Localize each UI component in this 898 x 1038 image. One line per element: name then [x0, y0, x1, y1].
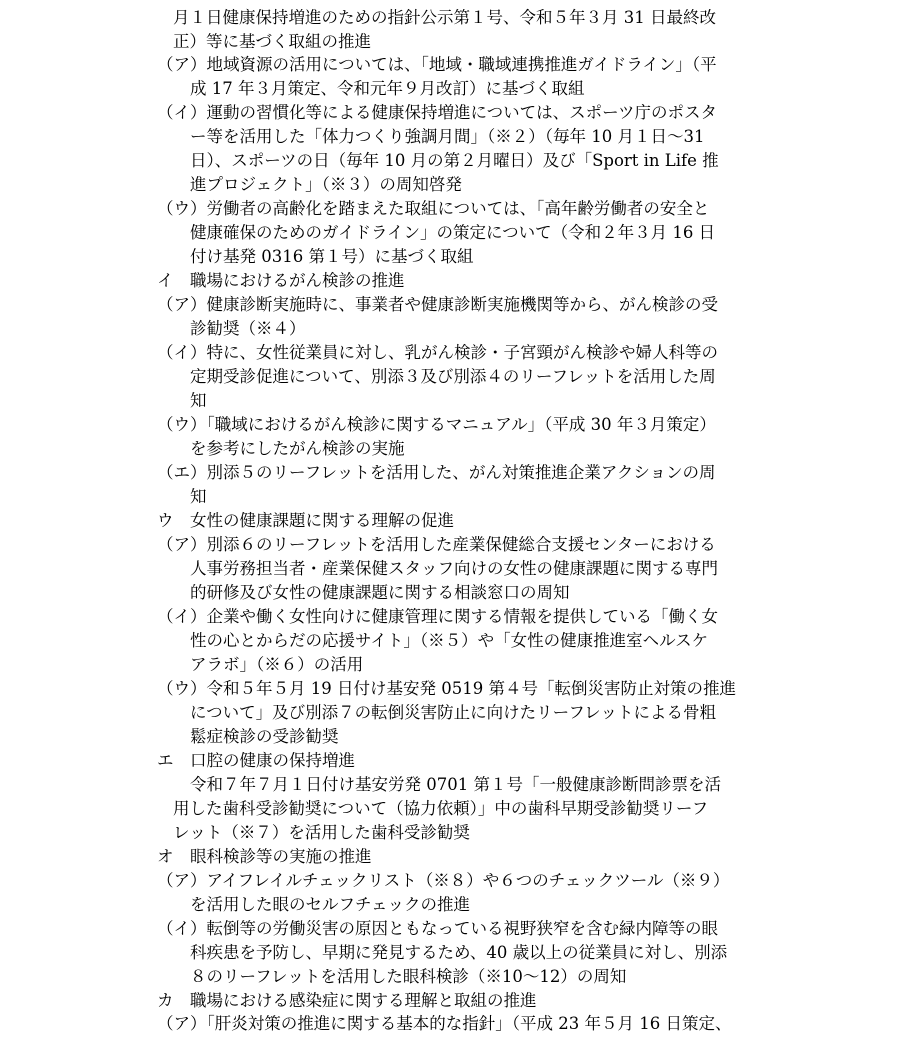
list-item-u: （ウ）令和５年５月 19 日付け基安発 0519 第４号「転倒災害防止対策の推進 — [157, 679, 736, 698]
text-line: 定期受診促進について、別添３及び別添４のリーフレットを活用した周 — [190, 367, 716, 386]
text-line: 性の心とからだの応援サイト」（※５）や「女性の健康推進室ヘルスケ — [190, 631, 709, 650]
text-line: 正）等に基づく取組の推進 — [173, 32, 371, 51]
paragraph-line: 令和７年７月１日付け基安労発 0701 第１号「一般健康診断問診票を活 — [190, 775, 721, 794]
text-line: ー等を活用した「体力つくり強調月間」（※２）（毎年 10 月１日～31 — [190, 127, 705, 146]
text-line: 成 17 年３月策定、令和元年９月改訂）に基づく取組 — [190, 79, 585, 98]
section-heading-ka: カ 職場における感染症に関する理解と取組の推進 — [157, 991, 537, 1010]
text-line: レット（※７）を活用した歯科受診勧奨 — [173, 823, 470, 842]
text-line: 日）、スポーツの日（毎年 10 月の第２月曜日）及び「Sport in Life 推 — [190, 151, 719, 170]
list-item-a: （ア）地域資源の活用については、「地域・職域連携推進ガイドライン」（平 — [157, 55, 717, 74]
text-line: 的研修及び女性の健康課題に関する相談窓口の周知 — [190, 583, 570, 602]
text-line: 健康確保のためのガイドライン」の策定について（令和２年３月 16 日 — [190, 223, 716, 242]
list-item-i: （イ）特に、女性従業員に対し、乳がん検診・子宮頸がん検診や婦人科等の — [157, 343, 718, 362]
text-line: 知 — [190, 487, 207, 506]
text-line: 鬆症検診の受診勧奨 — [190, 727, 339, 746]
list-item-a: （ア）健康診断実施時に、事業者や健康診断実施機関等から、がん検診の受 — [157, 295, 718, 314]
text-line: アラボ」（※６）の活用 — [190, 655, 364, 674]
text-line: 知 — [190, 391, 207, 410]
section-heading-i: イ 職場におけるがん検診の推進 — [157, 271, 405, 290]
text-line: 人事労務担当者・産業保健スタッフ向けの女性の健康課題に関する専門 — [190, 559, 718, 578]
list-item-i: （イ）企業や働く女性向けに健康管理に関する情報を提供している「働く女 — [157, 607, 718, 626]
list-item-u: （ウ）労働者の高齢化を踏まえた取組については、「高年齢労働者の安全と — [157, 199, 710, 218]
text-line: 月１日健康保持増進のための指針公示第１号、令和５年３月 31 日最終改 — [173, 8, 716, 27]
list-item-u: （ウ）「職域におけるがん検診に関するマニュアル」（平成 30 年３月策定） — [157, 415, 716, 434]
text-line: 診勧奨（※４） — [190, 319, 306, 338]
list-item-e: （エ）別添５のリーフレットを活用した、がん対策推進企業アクションの周 — [157, 463, 716, 482]
text-line: 進プロジェクト」（※３）の周知啓発 — [190, 175, 462, 194]
list-item-i: （イ）転倒等の労働災害の原因ともなっている視野狭窄を含む緑内障等の眼 — [157, 919, 718, 938]
list-item-a: （ア）アイフレイルチェックリスト（※８）や６つのチェックツール（※９） — [157, 871, 730, 890]
section-heading-u: ウ 女性の健康課題に関する理解の促進 — [157, 511, 454, 530]
text-line: について」及び別添７の転倒災害防止に向けたリーフレットによる骨粗 — [190, 703, 717, 722]
list-item-a: （ア）別添６のリーフレットを活用した産業保健総合支援センターにおける — [157, 535, 716, 554]
text-line: 付け基発 0316 第１号）に基づく取組 — [190, 247, 474, 266]
list-item-i: （イ）運動の習慣化等による健康保持増進については、スポーツ庁のポスタ — [157, 103, 718, 122]
text-line: を参考にしたがん検診の実施 — [190, 439, 405, 458]
text-line: 科疾患を予防し、早期に発見するため、40 歳以上の従業員に対し、別添 — [190, 943, 728, 962]
list-item-a: （ア）「肝炎対策の推進に関する基本的な指針」（平成 23 年５月 16 日策定、 — [157, 1014, 732, 1033]
section-heading-o: オ 眼科検診等の実施の推進 — [157, 847, 372, 866]
section-heading-e: エ 口腔の健康の保持増進 — [157, 751, 355, 770]
text-line: を活用した眼のセルフチェックの推進 — [190, 895, 471, 914]
text-line: 用した歯科受診勧奨について（協力依頼）」中の歯科早期受診勧奨リーフ — [173, 799, 709, 818]
text-line: ８のリーフレットを活用した眼科検診（※10～12）の周知 — [190, 967, 627, 986]
